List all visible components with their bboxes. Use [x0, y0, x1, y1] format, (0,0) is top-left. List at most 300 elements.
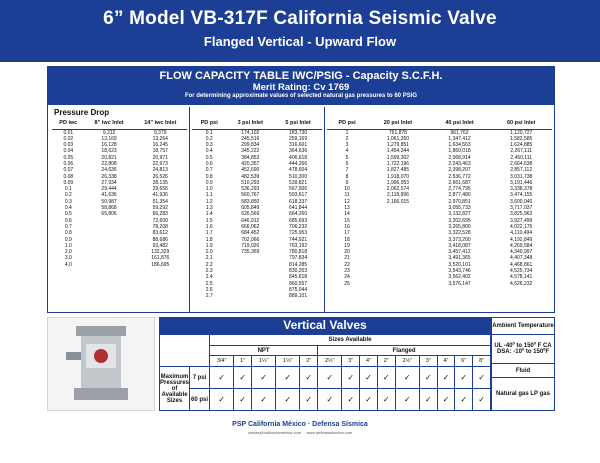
table-cell: 4,340,997: [510, 249, 533, 256]
check-icon: ✓: [360, 367, 378, 389]
table-cell: 7: [345, 167, 349, 174]
column-header: 20 psi Inlet: [367, 118, 429, 129]
table-cell: 4,022,175: [510, 223, 533, 230]
table-cell: 1,120,727: [510, 129, 533, 136]
table-cell: 684,452: [241, 230, 260, 237]
valve-specs: [491, 317, 555, 411]
table-cell: 72,600: [152, 217, 168, 224]
check-icon: ✓: [210, 367, 234, 389]
table-cell: 961,762: [450, 129, 469, 136]
table-cell: 24: [344, 274, 350, 281]
table-cell: 20: [344, 249, 350, 256]
table-cell: 1.0: [205, 186, 213, 193]
ambient-label: Ambient Temperature: [492, 318, 554, 335]
column-header: PD iwc: [52, 118, 85, 129]
footer-contact: [0, 430, 600, 435]
size-label: 2”: [300, 356, 318, 367]
column-header: 14” iwc Inlet: [134, 118, 187, 129]
size-label: 2½”: [395, 356, 419, 367]
table-cell: 8: [345, 173, 349, 180]
table-cell: 1,599,302: [386, 154, 410, 161]
table-cell: 1,454,344: [386, 148, 410, 155]
vertical-valves-section: [47, 317, 555, 411]
table-cell: 3,457,412: [448, 249, 471, 256]
table-cell: 685,693: [289, 217, 308, 224]
table-cell: 2,068,914: [448, 154, 471, 161]
table-cell: [367, 281, 429, 287]
table-cell: 666,062: [241, 223, 260, 230]
max-pressure-label: Maximum Pressures of Available Sizes: [160, 367, 190, 411]
table-cell: 2,661,687: [448, 179, 471, 186]
table-cell: 2: [345, 135, 349, 142]
table-cell: 539,821: [289, 179, 308, 186]
size-label: 1¼”: [251, 356, 275, 367]
table-cell: 706,232: [289, 223, 308, 230]
table-cell: 0.7: [205, 167, 213, 174]
table-cell: 444,266: [289, 160, 308, 167]
table-cell: 345,222: [241, 148, 260, 155]
table-cell: 1.9: [205, 242, 213, 249]
table-cell: 0.04: [63, 148, 74, 155]
table-row: [192, 230, 322, 236]
check-icon: ✓: [234, 367, 252, 389]
table-cell: 735,369: [241, 249, 260, 256]
table-cell: 3: [345, 142, 349, 149]
flow-table-title: FLOW CAPACITY TABLE IWC/PSIG - Capacity S.C.F.H.: [159, 70, 443, 82]
table-cell: 41,636: [101, 192, 117, 199]
size-label: 3”: [342, 356, 360, 367]
page-title: 6” Model VB-317F California Seismic Valve: [103, 8, 497, 29]
table-cell: 605,849: [241, 205, 260, 212]
column-header: PD psi: [192, 118, 226, 129]
flow-capacity-table: [47, 66, 555, 313]
table-cell: 66,283: [152, 211, 168, 218]
table-cell: 875,044: [289, 286, 308, 293]
check-icon: ✓: [300, 389, 318, 411]
table-cell: 14: [344, 211, 350, 218]
table-cell: 646,912: [241, 217, 260, 224]
npt-label: NPT: [210, 346, 318, 356]
table-cell: 23: [344, 268, 350, 275]
table-cell: 2,774,795: [448, 186, 471, 193]
table-cell: 26,338: [101, 173, 117, 180]
table-cell: 25: [344, 280, 350, 287]
table-cell: 29,656: [152, 186, 168, 193]
table-cell: 2.1: [205, 255, 213, 262]
column-divider: [189, 107, 190, 312]
table-cell: 0.09: [63, 179, 74, 186]
table-cell: 0.8: [205, 173, 213, 180]
table-cell: 364,636: [289, 148, 308, 155]
table-cell: 93,482: [152, 242, 168, 249]
table-cell: 719,020: [241, 242, 260, 249]
table-row: [327, 129, 552, 136]
check-icon: ✓: [377, 367, 395, 389]
column-header: PD psi: [327, 118, 367, 129]
table-cell: 3,576,147: [448, 280, 471, 287]
table-row: [327, 281, 552, 287]
table-cell: 18: [344, 236, 350, 243]
table-cell: 20,971: [152, 154, 168, 161]
table-cell: 889,101: [289, 293, 308, 300]
table-cell: 6: [345, 160, 349, 167]
flow-table-header: [48, 67, 554, 105]
table-cell: 19: [344, 242, 350, 249]
table-cell: 83,612: [152, 230, 168, 237]
table-cell: 3,825,963: [510, 211, 533, 218]
table-cell: 299,834: [241, 142, 260, 149]
table-cell: 51,354: [152, 198, 168, 205]
table-cell: 2.0: [205, 249, 213, 256]
table-cell: 10: [344, 186, 350, 193]
table-row: [52, 262, 187, 268]
table-cell: 0.3: [64, 198, 72, 205]
table-cell: 536,293: [241, 186, 260, 193]
table-cell: 725,953: [289, 230, 308, 237]
table-cell: 593,617: [289, 192, 308, 199]
table-cell: 560,767: [241, 192, 260, 199]
check-icon: ✓: [318, 367, 342, 389]
flanged-label: Flanged: [318, 346, 491, 356]
table-cell: 2.7: [205, 293, 213, 300]
table-cell: 183,730: [289, 129, 308, 136]
table-cell: 1.6: [205, 223, 213, 230]
flow-table-note: For determining approximate values of selected natural gas pressures to 60 PSIG: [184, 93, 418, 99]
table-cell: 2.3: [205, 268, 213, 275]
table-cell: 2,166,015: [386, 198, 410, 205]
table-cell: 3,373,200: [448, 236, 471, 243]
table-cell: 618,337: [289, 198, 308, 205]
table-cell: 3,600,040: [510, 198, 533, 205]
table-cell: 641,844: [289, 205, 308, 212]
table-cell: 3,927,499: [510, 217, 533, 224]
pressure-label: 7 psi: [190, 367, 210, 389]
table-cell: 24,636: [101, 167, 117, 174]
table-cell: 1,869,018: [448, 148, 471, 155]
table-cell: 0.5: [64, 211, 72, 218]
table-cell: 510,300: [289, 173, 308, 180]
vertical-valves-title: Vertical Valves: [159, 317, 491, 334]
table-cell: 1,722,196: [386, 160, 410, 167]
table-cell: 845,618: [289, 274, 308, 281]
psi-low-table: [192, 118, 322, 300]
table-cell: 22,973: [152, 160, 168, 167]
table-cell: 2,536,772: [448, 173, 471, 180]
table-cell: 0.1: [205, 129, 213, 136]
table-cell: 0.5: [205, 154, 213, 161]
table-cell: 1,827,485: [386, 167, 410, 174]
check-icon: ✓: [473, 389, 491, 411]
check-icon: ✓: [276, 367, 300, 389]
table-cell: 452,690: [241, 167, 260, 174]
footer-website: www.defensasismica.com: [306, 430, 353, 435]
table-cell: 13,264: [152, 135, 168, 142]
table-cell: 78,208: [152, 223, 168, 230]
check-icon: ✓: [419, 367, 437, 389]
sizes-available-label: Sizes Available: [210, 335, 491, 346]
table-cell: 259,169: [289, 135, 308, 142]
table-cell: 0.2: [64, 192, 72, 199]
table-cell: 0.4: [205, 148, 213, 155]
size-label: 8”: [473, 356, 491, 367]
table-cell: 814,285: [289, 261, 308, 268]
table-cell: 1.4: [205, 211, 213, 218]
check-icon: ✓: [395, 367, 419, 389]
table-cell: 12: [344, 198, 350, 205]
table-cell: 3,132,827: [448, 211, 471, 218]
table-cell: 132,329: [151, 249, 170, 256]
table-cell: 478,604: [289, 167, 308, 174]
check-icon: ✓: [360, 389, 378, 411]
table-cell: 830,203: [289, 268, 308, 275]
table-cell: 3,520,101: [448, 261, 471, 268]
table-cell: 1,582,585: [510, 135, 533, 142]
merit-rating: Merit Rating: Cv 1769: [252, 82, 350, 93]
table-cell: 41,936: [152, 192, 168, 199]
table-cell: 1.8: [205, 236, 213, 243]
table-cell: 0.6: [64, 217, 72, 224]
table-cell: 626,569: [241, 211, 260, 218]
table-cell: 0.9: [205, 179, 213, 186]
table-cell: 0.3: [205, 142, 213, 149]
table-cell: 2.2: [205, 261, 213, 268]
table-cell: 2,857,112: [510, 167, 533, 174]
table-cell: 510,293: [241, 179, 260, 186]
table-cell: 0.01: [63, 129, 74, 136]
table-cell: 0.03: [63, 142, 74, 149]
table-cell: 0.2: [205, 135, 213, 142]
size-label: 1½”: [276, 356, 300, 367]
table-row: [192, 174, 322, 180]
table-cell: 3,265,800: [448, 223, 471, 230]
table-cell: 186,695: [151, 261, 170, 268]
table-cell: 21: [344, 255, 350, 262]
table-cell: 4.0: [64, 261, 72, 268]
table-cell: 13: [344, 205, 350, 212]
table-cell: 3,191,446: [510, 179, 533, 186]
table-cell: 3,474,155: [510, 192, 533, 199]
table-cell: 245,516: [241, 135, 260, 142]
check-icon: ✓: [342, 389, 360, 411]
table-row: [192, 211, 322, 217]
table-cell: 1.0: [64, 242, 72, 249]
table-cell: 5: [345, 154, 349, 161]
table-row: [52, 129, 187, 136]
check-icon: ✓: [210, 389, 234, 411]
table-cell: 13,169: [101, 135, 117, 142]
table-cell: 3,202,695: [448, 217, 471, 224]
table-cell: 3,031,738: [510, 173, 533, 180]
check-icon: ✓: [437, 389, 455, 411]
valve-photo: [47, 317, 155, 411]
table-row: [192, 129, 322, 136]
check-icon: ✓: [395, 389, 419, 411]
table-cell: 3.0: [64, 255, 72, 262]
table-cell: 29,444: [101, 186, 117, 193]
table-cell: 2,243,463: [448, 160, 471, 167]
table-cell: [85, 262, 134, 268]
table-row: [192, 192, 322, 198]
table-cell: 18,623: [101, 148, 117, 155]
table-cell: 744,921: [289, 236, 308, 243]
size-label: 2½”: [318, 356, 342, 367]
table-cell: 3,562,402: [448, 274, 471, 281]
table-cell: 17: [344, 230, 350, 237]
table-cell: 2.0: [64, 249, 72, 256]
table-cell: 761,878: [388, 129, 407, 136]
check-icon: ✓: [234, 389, 252, 411]
table-cell: 316,601: [289, 142, 308, 149]
table-cell: 0.08: [63, 173, 74, 180]
table-cell: 2,450,111: [510, 154, 532, 161]
table-cell: 583,850: [241, 198, 260, 205]
table-cell: 65,806: [101, 211, 117, 218]
table-cell: 16,245: [152, 142, 168, 149]
table-row: [192, 167, 322, 173]
table-cell: 28,135: [152, 179, 168, 186]
check-icon: ✓: [377, 389, 395, 411]
table-cell: 2.6: [205, 286, 213, 293]
table-cell: 1: [345, 129, 349, 136]
table-cell: 0.07: [63, 167, 74, 174]
table-cell: 664,260: [289, 211, 308, 218]
pressure-drop-label: Pressure Drop: [54, 108, 110, 117]
page-subtitle: Flanged Vertical - Upward Flow: [203, 34, 397, 49]
check-icon: ✓: [318, 389, 342, 411]
table-cell: 420,357: [241, 160, 260, 167]
table-cell: 1.2: [205, 198, 213, 205]
footer-email: ventas@californiamexico.com: [247, 430, 301, 435]
fluid-value: Natural gas LP gas: [496, 391, 550, 397]
iwc-table: [52, 118, 187, 268]
table-cell: 0.6: [205, 160, 213, 167]
size-label: 4”: [360, 356, 378, 367]
table-row: [192, 148, 322, 154]
table-cell: [226, 293, 274, 299]
table-cell: 4,192,849: [510, 236, 533, 243]
table-row: [192, 237, 322, 243]
table-cell: 0.1: [64, 186, 72, 193]
column-header: 60 psi Inlet: [490, 118, 552, 129]
table-cell: 27,934: [101, 179, 117, 186]
table-row: [192, 293, 322, 299]
table-cell: 9: [345, 179, 349, 186]
column-header: 8” iwc Inlet: [85, 118, 134, 129]
table-cell: 1,634,563: [448, 142, 471, 149]
table-cell: 567,506: [289, 186, 308, 193]
table-cell: 11: [344, 192, 350, 199]
table-cell: 161,876: [151, 255, 170, 262]
table-cell: 3,491,365: [448, 255, 471, 262]
table-cell: 702,066: [241, 236, 260, 243]
size-label: 4”: [437, 356, 455, 367]
size-label: 3”: [419, 356, 437, 367]
table-cell: 88,686: [152, 236, 168, 243]
check-icon: ✓: [419, 389, 437, 411]
table-cell: 24,813: [152, 167, 168, 174]
check-icon: ✓: [437, 367, 455, 389]
ambient-value: UL -40º to 150º F CA DSA: -10º to 150ºF: [492, 335, 554, 364]
check-icon: ✓: [251, 389, 275, 411]
table-cell: 22: [344, 261, 350, 268]
table-cell: 3,418,087: [448, 242, 471, 249]
check-icon: ✓: [342, 367, 360, 389]
table-cell: 3,322,528: [448, 230, 471, 237]
table-cell: 1,918,070: [386, 173, 410, 180]
table-cell: 2,664,638: [510, 160, 533, 167]
table-cell: 1.3: [205, 205, 213, 212]
table-cell: 2,398,207: [448, 167, 471, 174]
column-divider: [324, 107, 325, 312]
table-cell: 0.8: [64, 230, 72, 237]
table-cell: 3,338,378: [510, 186, 533, 193]
table-cell: 4,626,232: [510, 280, 533, 287]
table-cell: 0.7: [64, 223, 72, 230]
table-cell: 1.5: [205, 217, 213, 224]
table-cell: 1,061,350: [386, 135, 410, 142]
table-cell: 4,110,494: [510, 230, 533, 237]
table-cell: 18,757: [152, 148, 168, 155]
table-cell: 26,526: [152, 173, 168, 180]
table-cell: 406,618: [289, 154, 308, 161]
blank-corner: [160, 335, 210, 367]
size-label: 3/4”: [210, 356, 234, 367]
table-cell: 4,407,348: [510, 255, 533, 262]
table-cell: 1,996,953: [386, 179, 410, 186]
column-header: 40 psi Inlet: [429, 118, 491, 129]
table-cell: 1.1: [205, 192, 213, 199]
table-cell: 4,468,861: [510, 261, 533, 268]
footer-company: PSP California México · Defensa Sísmica: [232, 421, 368, 428]
column-header: 3 psi Inlet: [226, 118, 274, 129]
table-cell: 860,557: [289, 280, 308, 287]
valve-icon: [48, 318, 154, 410]
table-cell: 0.4: [64, 205, 72, 212]
header-banner: [0, 0, 600, 62]
table-cell: 0.06: [63, 160, 74, 167]
table-cell: 0.02: [63, 135, 74, 142]
table-cell: 9,379: [154, 129, 167, 136]
table-cell: 3,717,037: [510, 205, 533, 212]
check-icon: ✓: [251, 367, 275, 389]
table-cell: 16,128: [101, 142, 117, 149]
check-icon: ✓: [300, 367, 318, 389]
table-cell: 3,543,746: [448, 268, 471, 275]
table-cell: 2,267,111: [510, 148, 532, 155]
table-cell: 1,279,851: [386, 142, 410, 149]
psi-high-table: [327, 118, 552, 287]
sizes-grid: [159, 334, 491, 411]
pressure-label: 60 psi: [190, 389, 210, 411]
table-cell: 1.7: [205, 230, 213, 237]
check-icon: ✓: [276, 389, 300, 411]
table-cell: 4,525,734: [510, 268, 533, 275]
table-cell: 0.05: [63, 154, 74, 161]
table-cell: 780,818: [289, 249, 308, 256]
table-cell: 1,347,412: [448, 135, 471, 142]
table-cell: 16: [344, 223, 350, 230]
table-cell: 384,853: [241, 154, 260, 161]
table-cell: 1,624,885: [510, 142, 533, 149]
table-cell: 2,118,996: [386, 192, 409, 199]
check-icon: ✓: [473, 367, 491, 389]
size-label: 2”: [377, 356, 395, 367]
table-cell: 0.9: [64, 236, 72, 243]
table-cell: 20,821: [101, 154, 117, 161]
fluid-label: Fluid: [492, 364, 554, 378]
table-cell: 797,834: [289, 255, 308, 262]
table-cell: 2.5: [205, 280, 213, 287]
